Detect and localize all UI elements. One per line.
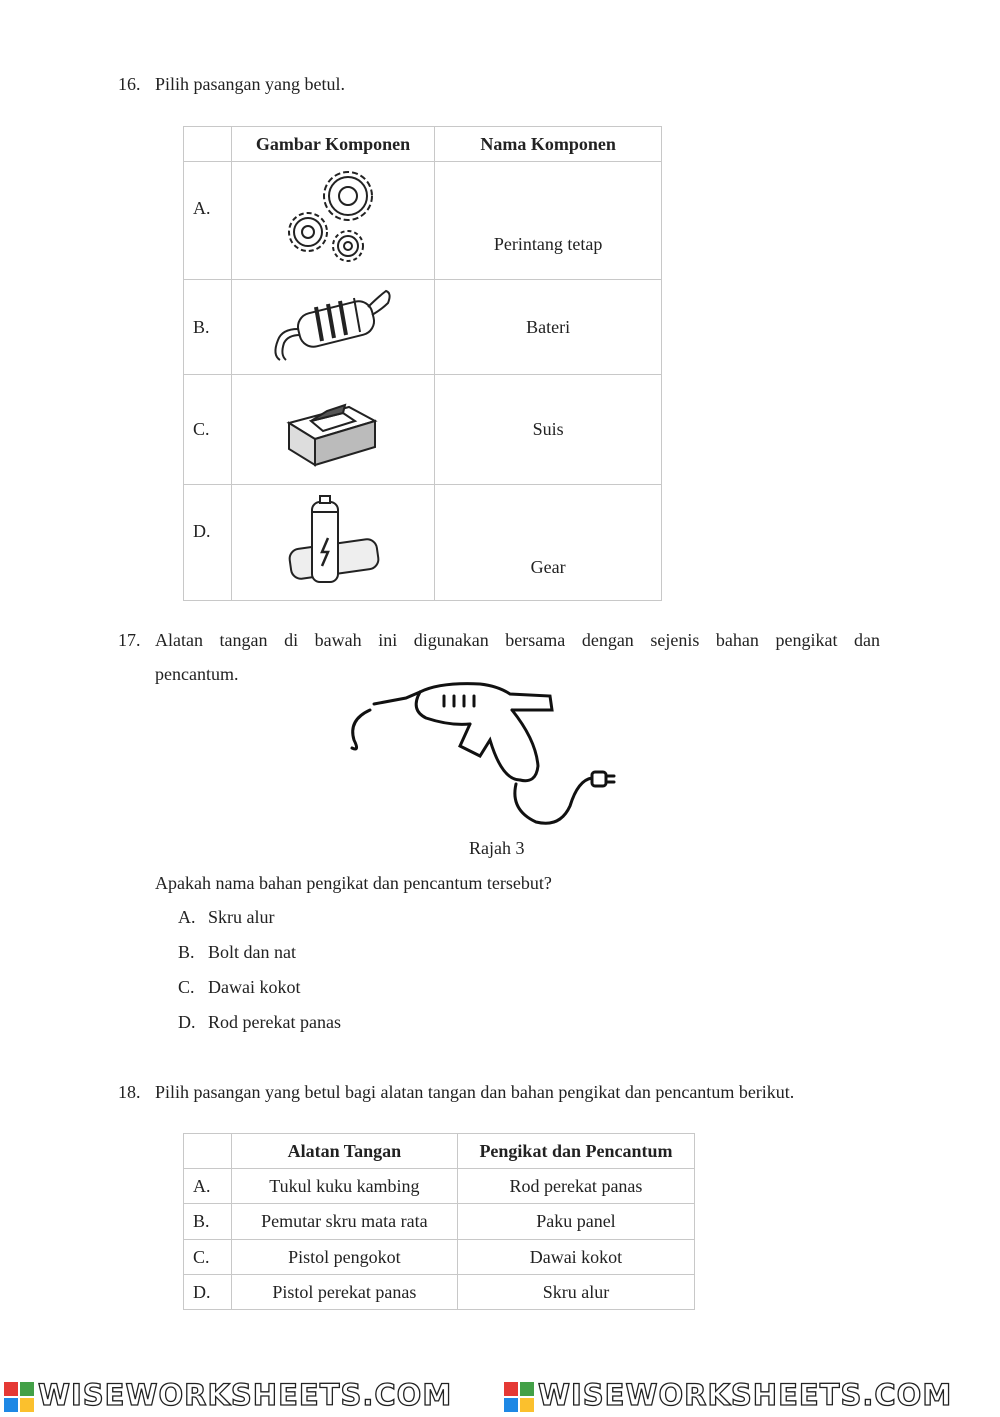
question-17-prompt: Apakah nama bahan pengikat dan pencantum tersebut? [155,873,552,893]
row-label: B. [184,280,232,375]
question-17-text-line2: pencantum. [155,664,239,684]
resistor-icon [231,280,434,375]
option-c[interactable]: C. Dawai kokot [178,977,301,997]
table-row [184,485,662,601]
component-name: Suis [435,375,662,485]
table-row: C. Pistol pengokot Dawai kokot [184,1240,695,1275]
row-label: A. [184,162,232,280]
table-row: A. Tukul kuku kambing Rod perekat panas [184,1169,695,1204]
option-b[interactable]: B. Bolt dan nat [178,942,296,962]
q16-header-name: Nama Komponen [435,127,662,162]
table-row [184,375,662,485]
question-17-number: 17. [118,630,141,650]
table-row: D. Pistol perekat panas Skru alur [184,1275,695,1310]
batteries-icon [231,485,434,601]
figure-caption: Rajah 3 [469,838,525,858]
q18-table [183,1133,695,1310]
question-18-number: 18. [118,1082,141,1102]
option-d[interactable]: D. Rod perekat panas [178,1012,341,1032]
question-16-text: Pilih pasangan yang betul. [155,74,345,94]
watermark-footer [0,1380,1000,1413]
q16-table [183,126,662,601]
wise-logo-icon [504,1382,534,1412]
table-row: B. Pemutar skru mata rata Paku panel [184,1204,695,1240]
question-17-text-line1: Alatan tangan di bawah ini digunakan bersama dengan sejenis bahan pengikat dan [155,630,880,650]
component-name: Perintang tetap [435,162,662,280]
question-16-number: 16. [118,74,141,94]
glue-gun-icon [340,680,620,830]
table-row [184,162,662,280]
rocker-switch-icon [231,375,434,485]
row-label: D. [184,485,232,601]
component-name: Bateri [435,280,662,375]
watermark-text-left: WISEWORKSHEETS.COM [38,1378,453,1412]
row-label: C. [184,375,232,485]
component-name: Gear [435,485,662,601]
question-18-text: Pilih pasangan yang betul bagi alatan tangan dan bahan pengikat dan pencantum berikut. [155,1082,795,1102]
watermark-text-right: WISEWORKSHEETS.COM [538,1378,953,1412]
wise-logo-icon [4,1382,34,1412]
gears-icon [231,162,434,280]
q18-header-tool: Alatan Tangan [231,1134,457,1169]
q16-header-image: Gambar Komponen [231,127,434,162]
q18-header-fastener: Pengikat dan Pencantum [457,1134,694,1169]
option-a[interactable]: A. Skru alur [178,907,275,927]
table-row [184,280,662,375]
